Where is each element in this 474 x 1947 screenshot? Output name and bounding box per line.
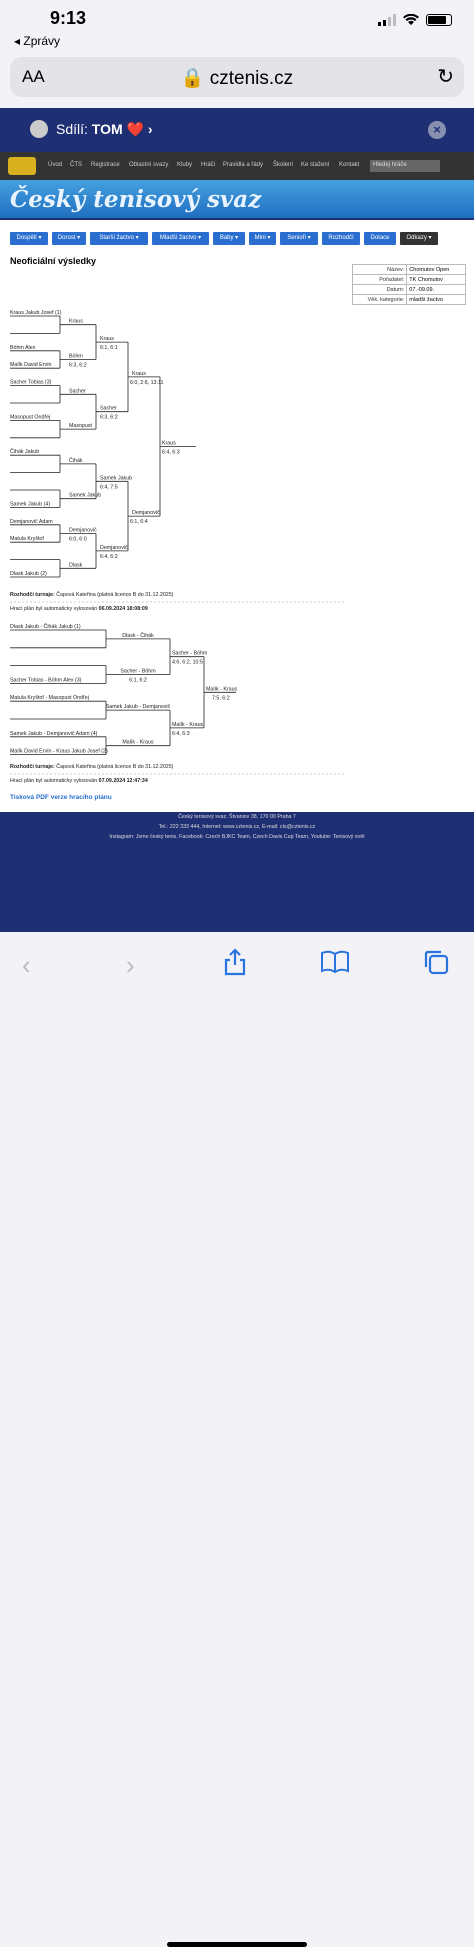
round3-winner: Samek Jakub: [100, 475, 133, 482]
player-name: Masopust Ondřej: [10, 414, 51, 421]
round3-winner: Demjanovič: [100, 544, 128, 551]
player-name: Sacher Tobias (3): [10, 379, 52, 386]
pair-name: Sacher Tobias - Böhm Alex (3): [10, 677, 82, 684]
avatar: [30, 120, 48, 138]
info-value: TK Chomutov: [407, 275, 466, 285]
menu-starsi-zactvo[interactable]: Starší žactvo ▾: [90, 232, 148, 245]
doubles-final-score: 7:5, 6:2: [212, 695, 230, 702]
pair-name: Malík David Ervín - Kraus Jakub Josef (2): [10, 748, 108, 755]
cellular-signal-icon: [378, 14, 396, 26]
info-value: 07.-09.09.: [407, 285, 466, 295]
player-name: Malík David Ervín: [10, 362, 52, 369]
info-value: mladší žactvo: [407, 295, 466, 305]
battery-icon: [426, 14, 452, 26]
round3-score: 6:4, 7:5: [100, 484, 118, 491]
player-name: Samek Jakub (4): [10, 501, 51, 508]
doubles-semifinal-score: 6:4, 6:3: [172, 730, 190, 737]
nav-item-skoleni[interactable]: Školení: [273, 162, 294, 168]
shared-prefix: Sdílí:: [56, 121, 92, 137]
nav-item-ke-stazeni[interactable]: Ke stažení: [301, 162, 330, 168]
player-name: Dlask Jakub (2): [10, 571, 47, 577]
round2-winner: Sacher: [69, 388, 86, 395]
doubles-semifinal-winner: Sacher - Böhm: [172, 650, 208, 657]
doubles-r2-winner: Samek Jakub - Demjanovič: [105, 704, 171, 711]
info-value: Chomutov Open: [407, 265, 466, 275]
banner-title: Český tenisový svaz: [10, 186, 262, 213]
nav-item-registrace[interactable]: Registrace: [91, 162, 120, 168]
doubles-r2-winner: Dlask - Čihák: [122, 632, 154, 639]
wifi-icon: [402, 14, 420, 26]
referee-line-1: [10, 592, 173, 598]
referee-line-2: [10, 764, 173, 770]
champion-name: Kraus: [162, 440, 176, 447]
web-page: [0, 152, 474, 932]
nav-item-kontakt[interactable]: Kontakt: [339, 162, 360, 168]
player-name: Matula Kryštof: [10, 536, 44, 543]
pair-name: Samek Jakub - Demjanovič Adam (4): [10, 730, 98, 737]
menu-rozhodci[interactable]: Rozhodčí: [322, 232, 360, 245]
round3-score: 6:4, 6:2: [100, 553, 118, 560]
generated-line-2: [10, 778, 148, 784]
generated-prefix: Hrací plán byl automaticky vylosován: [10, 606, 99, 612]
pdf-version-link[interactable]: Tisková PDF verze hracího plánu: [10, 794, 112, 801]
player-name: Kraus Jakub Josef (1): [10, 310, 62, 316]
info-key: Datum:: [353, 285, 407, 295]
pair-name: Matula Kryštof - Masopust Ondřej: [10, 695, 89, 702]
round2-score: 6:0, 6:0: [69, 536, 87, 543]
nav-item-hraci[interactable]: Hráči: [201, 162, 216, 168]
footer-contacts: Tel.: 222 333 444, Internet: www.cztenis.cz, E-mail: cts@cztenis.cz: [158, 824, 316, 830]
close-icon[interactable]: ×: [428, 121, 446, 139]
draw-brackets: [0, 220, 474, 812]
menu-dorost[interactable]: Dorost ▾: [52, 232, 86, 245]
nav-item-pravidla[interactable]: Pravidla a řády: [223, 162, 264, 168]
info-key: Název:: [353, 265, 407, 275]
back-to-app-link[interactable]: ◂ Zprávy: [14, 34, 61, 48]
generated-prefix: Hrací plán byl automaticky vylosován: [10, 778, 99, 784]
nav-item-oblastni-svazy[interactable]: Oblastní svazy: [129, 162, 169, 168]
shared-name: TOM ❤️ ›: [91, 121, 153, 137]
info-key: Věk. kategorie:: [353, 295, 407, 305]
forward-arrow-icon[interactable]: ›: [126, 950, 135, 980]
round3-score: 6:1, 6:1: [100, 345, 118, 352]
footer-social: Instagram: Jsme český tenis, Facebook: Czech BJKC Team, Czech Davis Cup Team, Youtube: Tenisový svět: [109, 834, 365, 840]
menu-dotace[interactable]: Dotace: [364, 232, 396, 245]
player-name: Čihák Jakub: [10, 449, 40, 456]
round2-winner: Samek Jakub: [69, 492, 102, 499]
semifinal-score: 6:0, 2:6, 13:11: [130, 379, 164, 386]
back-arrow-icon[interactable]: ‹: [22, 950, 31, 980]
url-text[interactable]: 🔒 cztenis.cz: [180, 68, 294, 89]
doubles-r2-winner: Malík - Kraus: [122, 739, 154, 746]
menu-odkazy[interactable]: Odkazy ▾: [400, 232, 438, 245]
menu-seniori[interactable]: Senioři ▾: [280, 232, 318, 245]
referee-name: Čapová Kateřina (platná licence B do 31.12.2025): [56, 592, 174, 598]
main-content: [0, 220, 474, 812]
round2-winner: Dlask: [69, 562, 83, 569]
generated-date: 06.09.2024 18:08:09: [98, 606, 148, 612]
round2-score: 6:3, 6:2: [69, 362, 87, 369]
referee-label: Rozhodčí turnaje:: [10, 592, 55, 598]
round3-score: 6:3, 6:2: [100, 414, 118, 421]
nav-item-kluby[interactable]: Kluby: [177, 162, 193, 168]
site-footer: [0, 812, 474, 842]
shared-by-label: [56, 121, 153, 138]
menu-mladsi-zactvo[interactable]: Mladší žactvo ▾: [152, 232, 209, 245]
round2-winner: Kraus: [69, 318, 83, 325]
home-indicator: [167, 1942, 307, 1947]
doubles-r2-winner: Sacher - Böhm: [120, 668, 156, 675]
round2-winner: Čihák: [69, 457, 83, 464]
shared-with-you-banner[interactable]: [0, 108, 474, 152]
round2-winner: Masopust: [69, 423, 92, 430]
pair-name: Dlask Jakub - Čihák Jakub (1): [10, 624, 81, 630]
round2-winner: Böhm: [69, 353, 83, 360]
doubles-r2-score: 6:1, 6:2: [129, 677, 147, 684]
final-score: 6:4, 6:3: [162, 449, 180, 456]
referee-name: Čapová Kateřina (platná licence B do 31.12.2025): [56, 764, 174, 770]
clock: 9:13: [50, 8, 87, 28]
site-banner: [0, 180, 474, 218]
doubles-semifinal-score: 4:6, 6:2, 10:5: [172, 659, 203, 666]
referee-label: Rozhodčí turnaje:: [10, 764, 55, 770]
player-search-input[interactable]: Hledej hráče: [370, 160, 440, 172]
address-bar[interactable]: [10, 57, 464, 97]
round3-winner: Kraus: [100, 336, 114, 343]
menu-mini[interactable]: Mini ▾: [249, 232, 276, 245]
round3-winner: Sacher: [100, 405, 117, 412]
player-name: Böhm Alex: [10, 344, 36, 351]
nav-item-cts[interactable]: ČTS: [70, 162, 82, 168]
top-navigation: [0, 152, 474, 180]
player-name: Demjanovič Adam: [10, 518, 53, 525]
semifinal-winner: Kraus: [132, 370, 146, 377]
status-icons: [378, 14, 452, 26]
semifinal-winner: Demjanovič: [132, 510, 160, 517]
bookmarks-icon[interactable]: [320, 950, 350, 974]
browser-toolbar: [0, 932, 474, 1024]
doubles-semifinal-winner: Malík - Kraus: [172, 721, 204, 728]
page-title: Neoficiální výsledky: [10, 256, 97, 266]
tabs-icon[interactable]: [422, 948, 450, 976]
round2-winner: Demjanovič: [69, 527, 97, 534]
reload-icon[interactable]: ↻: [437, 66, 454, 88]
menu-dospeli[interactable]: Dospělí ▾: [10, 232, 48, 245]
doubles-champions: Malík - Kraus: [206, 686, 238, 693]
generated-date: 07.09.2024 12:47:34: [98, 778, 148, 784]
reader-options-button[interactable]: AA: [22, 67, 45, 86]
footer-address: Český tenisový svaz, Štvanice 38, 170 00 Praha 7: [178, 814, 296, 820]
cts-logo[interactable]: [8, 157, 36, 175]
share-icon[interactable]: [222, 948, 248, 976]
info-key: Pořadatel:: [353, 275, 407, 285]
nav-item-uvod[interactable]: Úvod: [48, 162, 63, 168]
menu-baby[interactable]: Baby ▾: [213, 232, 245, 245]
generated-line-1: [10, 606, 148, 612]
semifinal-score: 6:1, 6:4: [130, 519, 148, 526]
status-bar: [0, 0, 474, 54]
